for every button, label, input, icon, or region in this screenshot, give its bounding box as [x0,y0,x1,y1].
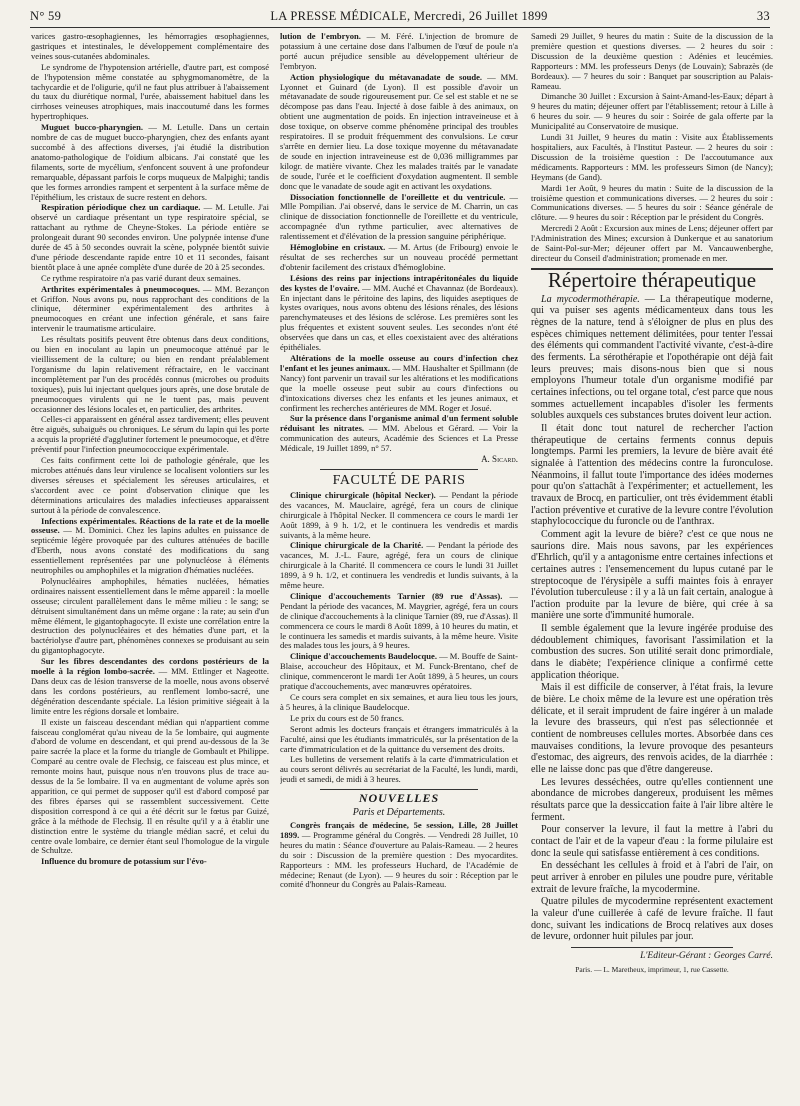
author-signature: A. Sicard. [481,454,518,465]
paragraph: Mardi 1er Août, 9 heures du matin : Suite de la discussion de la troisième question et communications diverses. — 2 heures du soir : Communications diverses. — 5 heures du soir : Séance générale de clôture. — 9 heures du soir : Réception par le président du Congrès. [531,182,773,223]
article-body: — MM. Ettlinger et Nageotte. Dans deux cas de lésion transverse de la moelle, nous avons observé dans les cordons postérieurs, au renflement lombo-sacré, une dégénération descendante spéciale. La lésion primitive siégeait à la limite entre les régions dorsale et lombaire. [31,666,269,716]
article [31,203,269,272]
paragraph: Les levures desséchées, outre qu'elles contiennent une abondance de microbes dangereux, produisent les mêmes résultats parce que la dessiccation faite à l'air libre altère le ferment. [531,776,773,823]
printer-imprint: Paris. — L. Maretheux, imprimeur, 1, rue Cassette. [575,964,729,974]
article-body: — Pendant la période des vacances, M. J.-L. Faure, agrégé, fera un cours de clinique chirurgicale à la Charité. Il commencera ce cours le lundi 31 Juillet 1899, à 9 h. 1/2, et continuera les vendredis et lundis suivants, à la même heure. [280,540,518,591]
paragraph: Il était donc tout naturel de rechercher l'action thérapeutique de certains ferments connus depuis longtemps. Parmi les premiers, la levure de bière avait été signalée à l'attention des médecins contre la furonculose. Néanmoins, il fallut toute l'importance des idées modernes pour qu'on s'attachât à l'expérimenter; et actuellement, les travaux de Brocq, en particulier, ont très évidemment établi l'action préventive et curative de la levure contre l'évolution staphylococcique du furoncle ou de l'anthrax. [531,422,773,528]
article-title: Altérations de la moelle osseuse au cours d'infection chez l'enfant et les jeunes animaux. [280,353,518,373]
article-title: Congrès français de médecine, 5e session, Lille, 28 Juillet 1899. [280,819,518,840]
article [280,73,518,192]
divider [320,789,478,790]
paragraph: Pour conserver la levure, il faut la mettre à l'abri du contact de l'air et de la vapeur d'eau : la forme pilulaire est donc la seule qui satisfasse entièrement à ces conditions. [531,824,773,859]
paragraph: varices gastro-œsophagiennes, les hémorragies œsophagiennes, gastriques et intestinales, le développement complémentaire des veines sous-cutanées abdominales. [31,32,269,61]
article-body: — Pendant la période des vacances, M. Mauclaire, agrégé, fera un cours de clinique chirurgicale à l'hôpital Necker. Il commencera ce cours le mardi 1er Août 1899, à 9 h. 1/2, et le continuera les vendredis et mardis suivants, à la même heure. [280,489,518,540]
article-title: La mycodermothérapie. [541,293,640,305]
article-body: — M. Féré. L'injection de bromure de potassium à une certaine dose dans l'albumen de l'œuf de poule n'a porté aucun préjudice sensible au développement ultérieur de l'embryon. [280,32,518,71]
editor-line: L'Editeur-Gérant : Georges Carré. [640,950,773,961]
article-title: Clinique chirurgicale de la Charité. [290,540,424,551]
issue-number: N° 59 [30,8,62,23]
paragraph: Samedi 29 Juillet, 9 heures du matin : Suite de la discussion de la première question et questions diverses. — 2 heures du soir : Discussion de la deuxième question : Adénies et leucémies. Rapporteurs : MM. les professeurs Denys (de Louvain); Sabrazès (de Bordeaux). — 7 heures du soir : Banquet par souscription au Palais-Rameau. [531,32,773,91]
article-title: Sur la présence dans l'organisme animal d'un ferment soluble réduisant les nitrates. [280,413,518,434]
article-title: Clinique chirurgicale (hôpital Necker). [290,489,436,500]
article-title: Arthrites expérimentales à pneumocoques. [41,283,200,294]
article-body: — Programme général du Congrès. — Vendredi 28 Juillet, 10 heures du matin : Séance d'ouverture au Palais-Rameau. — 2 heures du soir : Discussion de la première question : Des myocardites. Rapporteurs : MM. les professeurs Huchard, de l'Académie de médecine; Renaut (de Lyon). — 9 heures du soir : Réception par le comité d'honneur du Congrès au Palais-Rameau. [280,829,518,890]
article [280,32,518,72]
article-body: — MM. Abelous et Gérard. — Voir la communication des auteurs, Académie des Sciences et La Presse Médicale, 19 Juillet 1899, n° 57. [280,423,518,454]
paragraph: Les bulletins de versement relatifs à la carte d'immatriculation et au cours seront délivrés au secrétariat de la Faculté, les lundi, mardi, jeudi et samedi, de midi à 3 heures. [280,754,518,785]
paragraph: Lundi 31 Juillet, 9 heures du matin : Visite aux Établissements hospitaliers, aux Facultés, à l'Institut Pasteur. — 2 heures du soir : Discussion de la troisième question : De l'accoutumance aux médicaments. Rapporteurs : MM. les professeurs Simon (de Nancy); Heymans (de Gand). [531,132,773,182]
article [280,243,518,273]
paragraph: Les résultats positifs peuvent être obtenus dans deux conditions, ou bien en inoculant au lapin un pneumocoque atténué par le vieillissement de la culture; ou bien en rendant préalablement l'organisme du lapin relativement réfractaire, en le vaccinant incomplètement par l'un des procédés connus (microbes ou produits toxiques), puis lui injectant quelques jours après, une dose brutale de pneumocoques virulents qui ne le tuent pas, mais peuvent occasionner des lésions locales et, en particulier, des arthrites. [31,334,269,414]
article-body: — MM. Bezançon et Griffon. Nous avons pu, nous rapprochant des conditions de la clinique, déterminer expérimentalement des arthrites à pneumocoques en créant une infection générale, et sans faire intervenir le traumatisme articulaire. [31,283,269,334]
article [531,294,773,422]
article-title: Muguet bucco-pharyngien. [41,122,143,133]
article-body: — La thérapeutique moderne, qui va puiser ses agents médicamenteux dans tous les règnes de la nature, tend à s'éloigner de plus en plus des espèces chimiques nettement délimitées, pour tenter l'essai des éléments qui commandent l'activité vivante, c'est-à-dire des ferments. La sérothérapie et l'opothérapie ont déjà fait leurs preuves; mais disons-nous bien que si nous employons l'humeur totale d'un organisme modifié par certaines infections, ou tel organe total, c'est parce que nous sommes actuellement incapables d'isoler les ferments solubles auxquels ces substances brutes doivent leur action. [531,293,773,422]
article [280,652,518,692]
article [280,193,518,243]
article [280,491,518,541]
article-body: — M. Letulle. J'ai observé un cardiaque présentant un type respiratoire spécial, se rattachant au rythme de Cheyne-Stokes. La période entière se prolongeait durant 90 secondes environ. Une polypnée intense d'une durée de 45 à 50 secondes ouvrait la scène, polypnée bientôt suivie d'une période descendante rapide entre 10 et 11 secondes, faisant bientôt place à une apnée complète d'une durée de 20 à 25 secondes. [31,202,269,272]
article [280,821,518,890]
article-title: Clinique d'accouchements Baudelocque. [290,651,437,662]
article [280,414,518,454]
article-title: Infections expérimentales. Réactions de la rate et de la moelle osseuse. [31,515,269,536]
paragraph: Mais il est difficile de conserver, à l'état frais, la levure de bière. Le choix même de la levure est une opération très délicate, et il serait imprudent de faire ingérer à un malade la levure des brasseurs, qui n'est pas sélectionnée et contient de nombreuses cellules mortes. Absorbée dans ces mauvaises conditions, la levure provoque des pesanteurs d'estomac, des aigreurs, des renvois acides, de la diarrhée : elle ne laisse donc pas que d'être dangereuse. [531,682,773,775]
column-3 [531,32,773,1100]
article [280,354,518,413]
masthead [30,5,770,28]
paragraph: Ces faits confirment cette loi de pathologie générale, que les microbes atténués dans leur virulence se localisent volontiers sur les diverses séreuses et spécialement les séreuses articulaires, et s'accordent avec ce point d'observation clinique que les déterminations articulaires des maladies infectieuses apparaissent surtout à la période de convalescence. [31,455,269,515]
article-body: — M. Dominici. Chez les lapins adultes en puissance de septicémie légère provoquée par des cultures atténuées de bacille d'Eberth, nous avons constaté des modifications du sang essentiellement représentées par une polynucléose à éléments neutrophiles ou amphophiles et la migration d'hématies nucléées. [31,525,269,576]
paragraph: En desséchant les cellules à froid et à l'abri de l'air, on peut arriver à enrober en pilules une poudre pure, véritable extrait de levure fraîche, la mycodermine. [531,860,773,895]
article [31,857,269,867]
paragraph: Il existe un faisceau descendant médian qui n'appartient comme faisceau conglomérat qu'au niveau de la 5e lombaire, qui augmente d'abord de volume en descendant, et qui prend au-dessous de la 3e paire sacrée la place et la forme du triangle de Gombault et Philippe. Comparé au centre ovale de Flechsig, ce faisceau est plus mince, et remonte moins haut, puisque nous n'en trouvons plus de trace au-dessus de la 5e lombaire. Il va en augmentant de volume après son apparition, ce qui permet de supposer qu'il est d'abord composé par des fibres éparses qui se rassemblent successivement. Cette disposition correspond à ce qui a été décrit sur le fœtus par Guizé, grâce à la méthode de Flechsig. Il en résulte qu'il y a à établir une distinction entre le système du triangle médian sacré, et celui du centre ovale lombaire, ce dernier étant seul l'homologue de la virgule de Schultze. [31,716,269,856]
paragraph: Ce rythme respiratoire n'a pas varié durant deux semaines. [41,272,241,283]
article-body: — M. Bouffe de Saint-Blaise, accoucheur des Hôpitaux, et M. Funck-Brentano, chef de clinique, commenceront le mardi 1er Août 1899, à 5 heures, un cours pratique d'accouchements, avec manœuvres opératoires. [280,651,518,692]
article [280,592,518,651]
paragraph: Le prix du cours est de 50 francs. [290,712,404,723]
article-body: — MM. Auché et Chavannaz (de Bordeaux). En injectant dans le péritoine des lapins, des liquides aseptiques de kystes ovariques, nous avons obtenu des lésions rénales, des lésions parenchymateuses et des lésions de sclérose. Les premières sont les plus fréquentes et existent souvent seules. Les secondes n'ont été observées que dans un cas, et elles coexistaient avec des altérations épithéliales. [280,282,518,353]
article [31,657,269,716]
paragraph: Comment agit la levure de bière? c'est ce que nous ne saurions dire. Mais nous savons, par les expériences d'Ehrlich, qu'il y a antagonisme entre certaines infections et certaines autres : l'ensemencement du lupus cutané par le streptocoque de l'érysipèle a suffi maintes fois à enrayer l'évolution tuberculeuse : il y a là un fait certain, analogue à l'action produite par la levure de bière, qui crée à sa manière une sorte d'immunité humorale. [531,528,773,622]
article [31,517,269,576]
section-subtitle: Paris et Départements. [352,807,446,819]
paragraph: Seront admis les docteurs français et étrangers immatriculés à la Faculté, ainsi que les étudiants immatriculés, sur la présentation de la carte d'immatriculation et de la quittance du versement des droits. [280,723,518,754]
article-title: Dissociation fonctionnelle de l'oreillette et du ventricule. [290,191,506,202]
article-title: lution de l'embryon. [280,32,361,41]
section-title: Répertoire thérapeutique [547,267,757,292]
article-title: Sur les fibres descendantes des cordons postérieurs de la moelle à la région lombo-sacrée. [31,656,269,677]
paragraph: Le syndrome de l'hypotension artérielle, d'autre part, est composé de l'hypotension même constatée au sphygmomanomètre, de la tachycardie et de l'oligurie, qu'il ne faut plus attribuer à l'abaissement du taux du diurétique normal, l'urée, abaissement habituel dans les cirrhoses veineuses atrophiques, mais inaccoutumé dans les formes hypertrophiques. [31,61,269,122]
section-title: NOUVELLES [358,791,440,806]
article-title: Action physiologique du métavanadate de soude. [290,71,483,82]
article-body: — M. Letulle. Dans un certain nombre de cas de muguet bucco-pharyngien, chez des enfants ayant succombé à des affections diverses, j'ai étudié la distribution anatomo-pathologique de l'oïdium albicans. J'ai constaté que les filaments, sorte de mycélium, s'enfoncent souvent à une profondeur remarquable, dépassant parfois le corps muqueux de Malpighi; tandis que les formes arrondies rampent et serpentent à la surface même de l'épithélium, les cristaux de sucre restent en dehors. [31,122,269,202]
column-1 [31,32,269,1100]
article-body: — Mlle Pompilian. J'ai observé, dans le service de M. Charrin, un cas clinique de dissociation fonctionnelle de l'oreillette et du ventricule, accompagnée d'un rythme particulier, avec alternatives de ralentissement et d'élévation de la pression sanguine périphérique. [280,191,518,242]
article [31,285,269,335]
article-title: Clinique d'accouchements Tarnier (89 rue d'Assas). [290,590,503,601]
article-body: — MM. Haushalter et Spillmann (de Nancy) font parvenir un travail sur les altérations et les modifications que la moelle osseuse peut subir au cours d'infections ou d'intoxications diverses chez les enfants et les jeunes animaux, et confirment les recherches antérieures de MM. Roger et Josué. [280,362,518,413]
article [280,274,518,353]
article-title: Lésions des reins par injections intrapéritonéales du liquide des kystes de l'ovaire. [280,272,518,293]
editor-signature [531,952,773,962]
article [280,541,518,591]
divider [320,469,478,470]
article-title: Influence du bromure de potassium sur l'évo- [41,856,207,867]
paragraph: Celles-ci apparaissent en général assez tardivement; elles peuvent être aiguës, subaiguës ou chroniques. Le sérum du lapin qui les porte a acquis la propriété d'agglutiner fortement le pneumocoque, et d'être préventif pour l'infection pneumococcique expérimentale. [31,414,269,455]
column-2 [280,32,518,1100]
paragraph: Il semble également que la levure ingérée produise des dédoublement chimiques, favorisant l'assimilation et la combustion des sucres. Son utilité serait donc primordiale, dans le diabète; l'expérience clinique a confirmé cette application théorique. [531,623,773,681]
page-number: 33 [756,8,770,23]
article [31,123,269,202]
paragraph: Quatre pilules de mycodermine représentent exactement la valeur d'une cuillerée à café de levure fraîche. Il faut donc, suivant les indications de Brocq relatives aux doses de levure, ordonner huit pilules par jour. [531,896,773,943]
article-title: Hémoglobine en cristaux. [290,242,386,253]
article-title: Respiration périodique chez un cardiaque. [41,202,201,213]
repertoire-body [531,294,773,943]
article-body: — MM. Lyonnet et Guinard (de Lyon). Il est possible d'avoir un métavanadate de soude rigoureusement pur. Ce sel est stable et ne se décompose pas dans l'eau. Injecté à dose faible à des animaux, on obtient une augmentation de poids. En injection intraveineuse et à dose toxique, on observe comme phénomène principal des troubles respiratoires. Il se produit fréquemment des convulsions. Le cœur s'arrête en dernier lieu. La dose toxique moyenne du métavanadate de soude en injection intraveineuse est de 0,036 milligrammes par kilogr. de matière vivante. Chez les malades traités par le vanadate de soude, l'urée et le coefficient d'oxydation augmentent. Il semble donc que le vanadate de soude agit en activant les oxydations. [280,71,518,191]
article-body: — M. Artus (de Fribourg) envoie le résultat de ses recherches sur un nouveau procédé permettant d'obtenir facilement des cristaux d'hémoglobine. [280,242,518,272]
paragraph: Ce cours sera complet en six semaines, et aura lieu tous les jours, à 5 heures, à la clinique Baudelocque. [280,692,518,712]
section-title: FACULTÉ DE PARIS [332,472,466,488]
journal-title: LA PRESSE MÉDICALE, Mercredi, 26 Juillet 1899 [270,8,548,23]
paragraph: Dimanche 30 Juillet : Excursion à Saint-Amand-les-Eaux; départ à 9 heures du matin; déjeuner offert par l'établissement; retour à Lille à 6 heures du soir. — 9 heures du soir : Soirée de gala offerte par la Municipalité au Conservatoire de musique. [531,91,773,132]
divider [571,947,733,948]
paragraph: Mercredi 2 Août : Excursion aux mines de Lens; déjeuner offert par l'Administration des Mines; excursion à Dunkerque et au sanatorium de Saint-Pol-sur-Mer; déjeuner offert par M. Vancauwenberghe, directeur du Conseil d'administration; promenade en mer. [531,223,773,263]
paragraph: Polynucléaires amphophiles, hématies nucléées, hématies ordinaires naissent essentiellement dans le même appareil : la moelle osseuse; circulent parallèlement dans le même milieu : le sang; se détruisent simultanément dans un même organe : la rate; au sein d'un même élément, le gigantophagocyte. Il existe une corrélation entre la destruction des polynucléaires et des hématies d'une part, et la bactériolyse d'autre part, phénomènes connexes se produisant au sein du gigantophagocyte. [31,575,269,656]
article-body: — Pendant la période des vacances, M. Maygrier, agrégé, fera un cours de clinique d'accouchements à la clinique Tarnier (89, rue d'Assas). Il commencera ce cours le mardi 8 Août 1899, à 10 heures du matin, et le continuera les samedis et mardis suivants, à la même heure. Visite des malades tous les jours, à 9 heures. [280,590,518,651]
